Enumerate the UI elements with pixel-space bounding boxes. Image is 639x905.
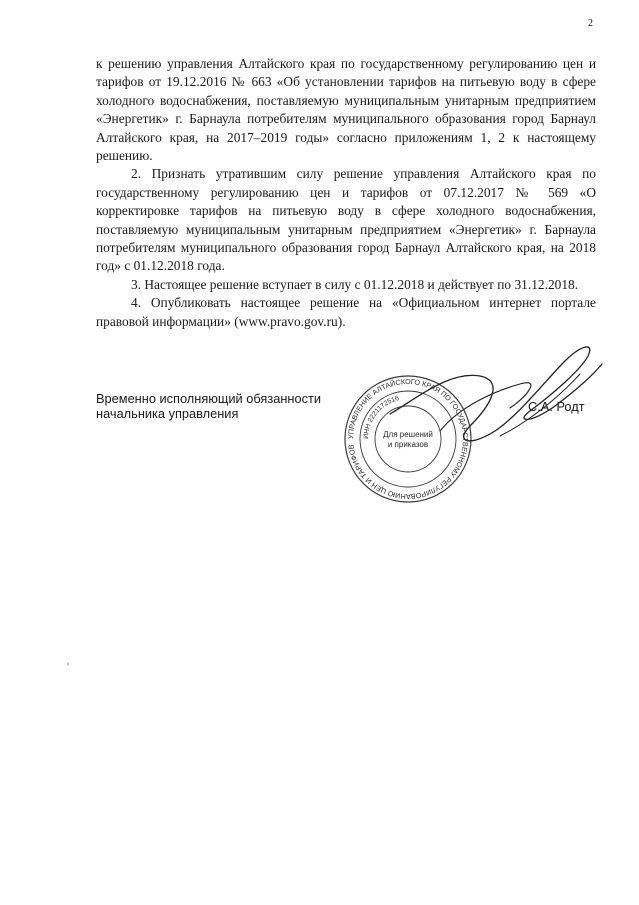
paragraph-3: 3. Настоящее решение вступает в силу с 01.12.2018 и действует по 31.12.2018. (131, 276, 579, 292)
stamp-outer-text: УПРАВЛЕНИЕ АЛТАЙСКОГО КРАЯ ПО ГОСУДАРСТВЕННОМУ РЕГУЛИРОВАНИЮ ЦЕН И ТАРИФОВ (345, 376, 471, 502)
margin-mark (67, 663, 69, 665)
paragraph-2: 2. Признать утратившим силу решение управления Алтайского края по государственному регулированию цен и тарифов от 07.12.2017 № 569 «О корректировке тарифов на питьевую воду в сфере холодного водоснабжения, поставляемую муниципальным унитарным предприятием «Энергетик» г. Барнаула потребителям муниципального образования город Барнаул Алтайского края, на 2018 год» с 01.12.2018 года. (96, 166, 596, 274)
stamp-center-line-1: Для решений (383, 430, 433, 439)
paragraph-1: к решению управления Алтайского края по государственному регулированию цен и тарифов от 19.12.2016 № 663 «Об установлении тарифов на питьевую воду в сфере холодного водоснабжения, поставляемую муниципальным унитарным предприятием «Энергетик» г. Барнаула потребителям муниципального образования город Барнаул Алтайского края, на 2017–2019 годы» согласно приложениям 1, 2 к настоящему решению. (96, 56, 596, 164)
signer-title (96, 392, 356, 421)
stamp-codes: ИНН 2221172516 (362, 395, 400, 440)
page-number: 2 (588, 18, 593, 29)
stamp-center-line-2: и приказов (387, 440, 429, 449)
paragraph-4: 4. Опубликовать настоящее решение на «Официальном интернет портале правовой информации» (www.pravo.gov.ru). (96, 295, 596, 329)
signer-name: С.А. Родт (528, 399, 585, 414)
signer-title-line-1: Временно исполняющий обязанности (96, 391, 321, 406)
body-text (96, 55, 596, 331)
handwritten-signature (380, 336, 610, 456)
signer-title-line-2: начальника управления (96, 405, 239, 421)
